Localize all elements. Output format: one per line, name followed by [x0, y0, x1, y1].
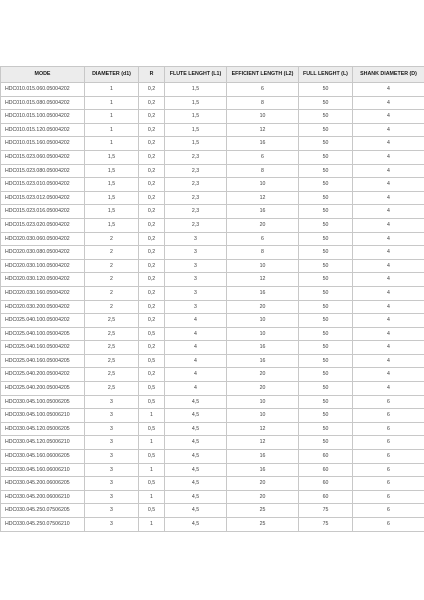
table-row — [1, 178, 424, 192]
table-row — [1, 354, 424, 368]
cell-diameter: 2 — [85, 246, 139, 260]
cell-full-length: 50 — [299, 137, 353, 151]
cell-full-length: 50 — [299, 422, 353, 436]
cell-flute-length: 2,3 — [165, 205, 227, 219]
cell-efficient-length: 20 — [227, 490, 299, 504]
cell-flute-length: 4,5 — [165, 518, 227, 532]
cell-mode: HDC025.040.100.05004205 — [1, 327, 85, 341]
cell-r: 0,2 — [139, 137, 165, 151]
table-row — [1, 273, 424, 287]
table-row — [1, 150, 424, 164]
table-row — [1, 382, 424, 396]
cell-mode: HDC025.040.100.05004202 — [1, 314, 85, 328]
cell-diameter: 2,5 — [85, 314, 139, 328]
cell-full-length: 50 — [299, 232, 353, 246]
table-row — [1, 232, 424, 246]
table-row — [1, 110, 424, 124]
cell-efficient-length: 12 — [227, 273, 299, 287]
cell-mode: HDC030.045.100.05006205 — [1, 395, 85, 409]
cell-full-length: 60 — [299, 490, 353, 504]
cell-shank-diameter: 6 — [353, 409, 424, 423]
cell-efficient-length: 8 — [227, 96, 299, 110]
cell-flute-length: 3 — [165, 259, 227, 273]
cell-mode: HDC015.023.060.05004202 — [1, 150, 85, 164]
table-row — [1, 205, 424, 219]
cell-flute-length: 4 — [165, 327, 227, 341]
cell-mode: HDC030.045.120.05006205 — [1, 422, 85, 436]
cell-mode: HDC020.030.200.05004202 — [1, 300, 85, 314]
cell-diameter: 3 — [85, 395, 139, 409]
cell-diameter: 3 — [85, 477, 139, 491]
cell-r: 0,5 — [139, 382, 165, 396]
cell-r: 0,2 — [139, 110, 165, 124]
cell-shank-diameter: 4 — [353, 341, 424, 355]
cell-diameter: 2,5 — [85, 327, 139, 341]
cell-full-length: 50 — [299, 218, 353, 232]
cell-flute-length: 2,3 — [165, 218, 227, 232]
cell-flute-length: 1,5 — [165, 110, 227, 124]
cell-mode: HDC010.015.060.05004202 — [1, 83, 85, 97]
cell-flute-length: 2,3 — [165, 164, 227, 178]
cell-efficient-length: 12 — [227, 422, 299, 436]
cell-mode: HDC030.045.120.05006210 — [1, 436, 85, 450]
cell-full-length: 50 — [299, 382, 353, 396]
cell-r: 0,2 — [139, 178, 165, 192]
cell-efficient-length: 10 — [227, 395, 299, 409]
cell-mode: HDC025.040.200.05004205 — [1, 382, 85, 396]
cell-efficient-length: 20 — [227, 218, 299, 232]
cell-diameter: 2 — [85, 232, 139, 246]
table-row — [1, 314, 424, 328]
table-row — [1, 327, 424, 341]
cell-efficient-length: 20 — [227, 368, 299, 382]
cell-diameter: 3 — [85, 463, 139, 477]
table-row — [1, 218, 424, 232]
cell-shank-diameter: 4 — [353, 218, 424, 232]
cell-efficient-length: 10 — [227, 259, 299, 273]
table-row — [1, 450, 424, 464]
cell-shank-diameter: 4 — [353, 232, 424, 246]
cell-shank-diameter: 4 — [353, 259, 424, 273]
table-row — [1, 137, 424, 151]
cell-r: 0,2 — [139, 246, 165, 260]
cell-r: 0,2 — [139, 83, 165, 97]
cell-shank-diameter: 4 — [353, 123, 424, 137]
cell-diameter: 3 — [85, 504, 139, 518]
cell-r: 1 — [139, 463, 165, 477]
cell-efficient-length: 8 — [227, 246, 299, 260]
cell-efficient-length: 10 — [227, 327, 299, 341]
cell-diameter: 3 — [85, 490, 139, 504]
cell-diameter: 1,5 — [85, 191, 139, 205]
cell-efficient-length: 10 — [227, 178, 299, 192]
cell-r: 1 — [139, 409, 165, 423]
table-row — [1, 246, 424, 260]
cell-mode: HDC030.045.200.06006210 — [1, 490, 85, 504]
cell-flute-length: 3 — [165, 232, 227, 246]
cell-full-length: 60 — [299, 477, 353, 491]
cell-full-length: 50 — [299, 150, 353, 164]
cell-mode: HDC010.015.160.05004202 — [1, 137, 85, 151]
cell-flute-length: 1,5 — [165, 137, 227, 151]
cell-flute-length: 3 — [165, 300, 227, 314]
cell-efficient-length: 12 — [227, 123, 299, 137]
cell-diameter: 2 — [85, 286, 139, 300]
cell-efficient-length: 16 — [227, 341, 299, 355]
cell-full-length: 60 — [299, 450, 353, 464]
cell-r: 0,5 — [139, 327, 165, 341]
cell-flute-length: 2,3 — [165, 150, 227, 164]
cell-flute-length: 3 — [165, 246, 227, 260]
cell-mode: HDC010.015.100.05004202 — [1, 110, 85, 124]
table-row — [1, 409, 424, 423]
cell-diameter: 1,5 — [85, 164, 139, 178]
cell-full-length: 60 — [299, 463, 353, 477]
table-row — [1, 368, 424, 382]
table-row — [1, 300, 424, 314]
cell-mode: HDC015.023.012.05004202 — [1, 191, 85, 205]
cell-efficient-length: 12 — [227, 191, 299, 205]
cell-diameter: 2,5 — [85, 354, 139, 368]
cell-diameter: 1,5 — [85, 205, 139, 219]
cell-shank-diameter: 6 — [353, 436, 424, 450]
cell-shank-diameter: 4 — [353, 191, 424, 205]
cell-shank-diameter: 6 — [353, 450, 424, 464]
table-row — [1, 96, 424, 110]
cell-full-length: 50 — [299, 314, 353, 328]
cell-r: 0,2 — [139, 150, 165, 164]
cell-mode: HDC020.030.060.05004202 — [1, 232, 85, 246]
header-diameter: DIAMETER (d1) — [85, 67, 139, 83]
cell-full-length: 50 — [299, 368, 353, 382]
cell-r: 0,2 — [139, 286, 165, 300]
cell-shank-diameter: 4 — [353, 327, 424, 341]
cell-full-length: 75 — [299, 518, 353, 532]
cell-mode: HDC010.015.120.05004202 — [1, 123, 85, 137]
cell-r: 0,2 — [139, 205, 165, 219]
table-row — [1, 490, 424, 504]
cell-efficient-length: 8 — [227, 164, 299, 178]
table-row — [1, 395, 424, 409]
cell-efficient-length: 6 — [227, 83, 299, 97]
cell-flute-length: 4 — [165, 314, 227, 328]
cell-r: 1 — [139, 436, 165, 450]
header-efficient-length: EFFICIENT LENGTH (L2) — [227, 67, 299, 83]
cell-efficient-length: 16 — [227, 354, 299, 368]
cell-shank-diameter: 4 — [353, 110, 424, 124]
cell-efficient-length: 20 — [227, 477, 299, 491]
cell-full-length: 50 — [299, 327, 353, 341]
table-row — [1, 518, 424, 532]
cell-mode: HDC030.045.100.05006210 — [1, 409, 85, 423]
header-flute-length: FLUTE LENGHT (L1) — [165, 67, 227, 83]
cell-shank-diameter: 4 — [353, 205, 424, 219]
cell-diameter: 2 — [85, 259, 139, 273]
cell-efficient-length: 16 — [227, 286, 299, 300]
cell-diameter: 2,5 — [85, 341, 139, 355]
cell-diameter: 3 — [85, 409, 139, 423]
cell-flute-length: 3 — [165, 286, 227, 300]
cell-r: 0,2 — [139, 259, 165, 273]
cell-diameter: 1,5 — [85, 150, 139, 164]
cell-shank-diameter: 6 — [353, 477, 424, 491]
cell-diameter: 3 — [85, 450, 139, 464]
table-row — [1, 286, 424, 300]
cell-efficient-length: 25 — [227, 504, 299, 518]
cell-r: 0,2 — [139, 273, 165, 287]
cell-r: 0,2 — [139, 96, 165, 110]
cell-shank-diameter: 6 — [353, 504, 424, 518]
cell-efficient-length: 16 — [227, 463, 299, 477]
cell-efficient-length: 16 — [227, 205, 299, 219]
cell-diameter: 3 — [85, 422, 139, 436]
cell-mode: HDC025.040.160.05004202 — [1, 341, 85, 355]
cell-full-length: 50 — [299, 191, 353, 205]
cell-flute-length: 4,5 — [165, 450, 227, 464]
cell-shank-diameter: 4 — [353, 300, 424, 314]
cell-full-length: 50 — [299, 286, 353, 300]
table-row — [1, 191, 424, 205]
cell-full-length: 75 — [299, 504, 353, 518]
header-row — [1, 67, 424, 83]
cell-full-length: 50 — [299, 341, 353, 355]
cell-full-length: 50 — [299, 300, 353, 314]
cell-full-length: 50 — [299, 123, 353, 137]
cell-flute-length: 1,5 — [165, 83, 227, 97]
cell-full-length: 50 — [299, 96, 353, 110]
table-row — [1, 164, 424, 178]
header-full-length: FULL LENGHT (L) — [299, 67, 353, 83]
cell-shank-diameter: 4 — [353, 137, 424, 151]
cell-mode: HDC030.045.200.06006205 — [1, 477, 85, 491]
cell-flute-length: 4,5 — [165, 463, 227, 477]
cell-full-length: 50 — [299, 354, 353, 368]
cell-shank-diameter: 4 — [353, 368, 424, 382]
cell-mode: HDC020.030.160.05004202 — [1, 286, 85, 300]
table-row — [1, 341, 424, 355]
table-row — [1, 436, 424, 450]
cell-full-length: 50 — [299, 246, 353, 260]
cell-diameter: 1 — [85, 96, 139, 110]
cell-r: 0,5 — [139, 450, 165, 464]
cell-shank-diameter: 6 — [353, 490, 424, 504]
cell-shank-diameter: 4 — [353, 273, 424, 287]
cell-full-length: 50 — [299, 436, 353, 450]
cell-shank-diameter: 4 — [353, 150, 424, 164]
cell-efficient-length: 20 — [227, 382, 299, 396]
cell-flute-length: 4,5 — [165, 436, 227, 450]
header-mode: MODE — [1, 67, 85, 83]
cell-efficient-length: 10 — [227, 314, 299, 328]
cell-full-length: 50 — [299, 83, 353, 97]
cell-flute-length: 1,5 — [165, 96, 227, 110]
cell-shank-diameter: 4 — [353, 96, 424, 110]
table-row — [1, 422, 424, 436]
cell-efficient-length: 16 — [227, 137, 299, 151]
table-row — [1, 504, 424, 518]
cell-flute-length: 2,3 — [165, 191, 227, 205]
cell-shank-diameter: 6 — [353, 395, 424, 409]
table-row — [1, 477, 424, 491]
cell-r: 1 — [139, 518, 165, 532]
spec-sheet — [0, 66, 424, 532]
cell-full-length: 50 — [299, 164, 353, 178]
cell-flute-length: 4,5 — [165, 504, 227, 518]
cell-r: 0,5 — [139, 477, 165, 491]
cell-mode: HDC020.030.120.05004202 — [1, 273, 85, 287]
cell-r: 0,2 — [139, 218, 165, 232]
cell-flute-length: 4,5 — [165, 422, 227, 436]
cell-full-length: 50 — [299, 110, 353, 124]
cell-mode: HDC030.045.250.07506205 — [1, 504, 85, 518]
cell-diameter: 2,5 — [85, 382, 139, 396]
cell-shank-diameter: 4 — [353, 382, 424, 396]
cell-flute-length: 4 — [165, 382, 227, 396]
cell-r: 0,2 — [139, 123, 165, 137]
cell-mode: HDC020.030.080.05004202 — [1, 246, 85, 260]
cell-diameter: 2 — [85, 273, 139, 287]
cell-diameter: 1,5 — [85, 178, 139, 192]
cell-flute-length: 4,5 — [165, 395, 227, 409]
cell-diameter: 2 — [85, 300, 139, 314]
cell-mode: HDC015.023.020.05004202 — [1, 218, 85, 232]
cell-flute-length: 4 — [165, 354, 227, 368]
cell-diameter: 2,5 — [85, 368, 139, 382]
cell-shank-diameter: 4 — [353, 164, 424, 178]
cell-efficient-length: 6 — [227, 150, 299, 164]
cell-flute-length: 1,5 — [165, 123, 227, 137]
cell-r: 0,5 — [139, 504, 165, 518]
cell-mode: HDC010.015.080.05004202 — [1, 96, 85, 110]
cell-efficient-length: 10 — [227, 110, 299, 124]
table-row — [1, 123, 424, 137]
spec-table — [0, 66, 424, 532]
cell-r: 0,5 — [139, 395, 165, 409]
cell-r: 0,2 — [139, 314, 165, 328]
cell-mode: HDC015.023.010.05004202 — [1, 178, 85, 192]
cell-mode: HDC030.045.250.07506210 — [1, 518, 85, 532]
cell-efficient-length: 25 — [227, 518, 299, 532]
cell-r: 0,5 — [139, 354, 165, 368]
cell-full-length: 50 — [299, 259, 353, 273]
cell-r: 0,2 — [139, 300, 165, 314]
cell-r: 0,2 — [139, 341, 165, 355]
cell-efficient-length: 12 — [227, 436, 299, 450]
cell-shank-diameter: 6 — [353, 518, 424, 532]
cell-flute-length: 4 — [165, 368, 227, 382]
cell-r: 0,2 — [139, 232, 165, 246]
cell-shank-diameter: 4 — [353, 83, 424, 97]
cell-shank-diameter: 4 — [353, 286, 424, 300]
cell-shank-diameter: 4 — [353, 314, 424, 328]
cell-full-length: 50 — [299, 205, 353, 219]
cell-efficient-length: 16 — [227, 450, 299, 464]
table-row — [1, 463, 424, 477]
cell-diameter: 1 — [85, 83, 139, 97]
cell-r: 0,2 — [139, 164, 165, 178]
cell-mode: HDC030.045.160.06006210 — [1, 463, 85, 477]
cell-r: 1 — [139, 490, 165, 504]
cell-mode: HDC015.023.016.05004202 — [1, 205, 85, 219]
cell-flute-length: 4,5 — [165, 490, 227, 504]
cell-r: 0,5 — [139, 422, 165, 436]
cell-diameter: 1 — [85, 123, 139, 137]
cell-efficient-length: 20 — [227, 300, 299, 314]
header-r: R — [139, 67, 165, 83]
cell-efficient-length: 6 — [227, 232, 299, 246]
cell-shank-diameter: 4 — [353, 246, 424, 260]
cell-efficient-length: 10 — [227, 409, 299, 423]
cell-mode: HDC015.023.080.05004202 — [1, 164, 85, 178]
table-row — [1, 83, 424, 97]
cell-shank-diameter: 6 — [353, 463, 424, 477]
cell-flute-length: 3 — [165, 273, 227, 287]
cell-full-length: 50 — [299, 409, 353, 423]
cell-mode: HDC030.045.160.06006205 — [1, 450, 85, 464]
table-body — [1, 83, 424, 532]
cell-diameter: 3 — [85, 436, 139, 450]
cell-diameter: 1 — [85, 110, 139, 124]
cell-full-length: 50 — [299, 178, 353, 192]
cell-shank-diameter: 4 — [353, 354, 424, 368]
cell-r: 0,2 — [139, 368, 165, 382]
cell-flute-length: 4 — [165, 341, 227, 355]
cell-flute-length: 4,5 — [165, 477, 227, 491]
cell-diameter: 1 — [85, 137, 139, 151]
cell-r: 0,2 — [139, 191, 165, 205]
cell-full-length: 50 — [299, 395, 353, 409]
cell-diameter: 3 — [85, 518, 139, 532]
cell-flute-length: 4,5 — [165, 409, 227, 423]
cell-mode: HDC025.040.200.05004202 — [1, 368, 85, 382]
header-shank-diameter: SHANK DIAMETER (D) — [353, 67, 424, 83]
cell-flute-length: 2,3 — [165, 178, 227, 192]
cell-full-length: 50 — [299, 273, 353, 287]
cell-diameter: 1,5 — [85, 218, 139, 232]
cell-shank-diameter: 4 — [353, 178, 424, 192]
cell-mode: HDC020.030.100.05004202 — [1, 259, 85, 273]
table-row — [1, 259, 424, 273]
cell-shank-diameter: 6 — [353, 422, 424, 436]
cell-mode: HDC025.040.160.05004205 — [1, 354, 85, 368]
